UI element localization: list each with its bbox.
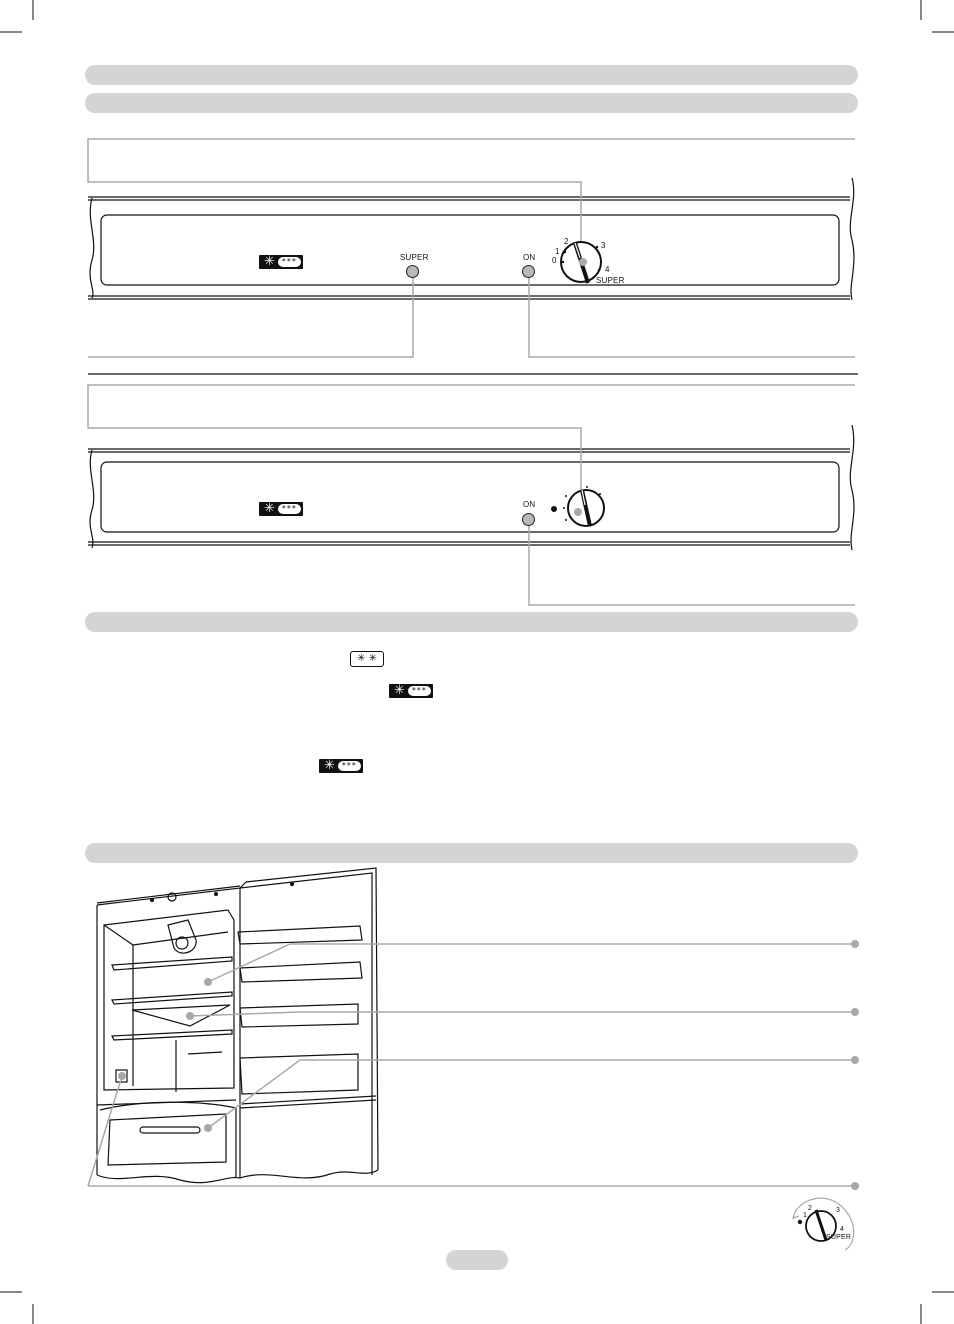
small-dial-mark-4: 4 [840, 1226, 845, 1233]
snowflake-icon: ✳ [324, 758, 335, 773]
two-star-symbol: ✳ ✳ [350, 651, 384, 667]
star-rating: *** [408, 686, 431, 696]
page-number-pill [446, 1250, 508, 1270]
small-dial-mark-2: 2 [808, 1205, 813, 1212]
dial-mark-1: 1 [555, 247, 560, 256]
star-rating: *** [278, 504, 301, 514]
small-dial-mark-super: SUPER [826, 1234, 852, 1241]
dial-mark-0: 0 [552, 256, 557, 265]
dial-mark-3: 3 [601, 241, 606, 250]
snowflake-icon: ✳ [264, 254, 275, 269]
small-dial-mark-1: 1 [803, 1212, 808, 1219]
snowflake-icon: ✳ [394, 683, 405, 698]
snowflake-icon: ✳ [264, 501, 275, 516]
on-indicator-label-top: ON [523, 253, 536, 262]
on-indicator-label-bottom: ON [523, 500, 536, 509]
super-label: SUPER [400, 253, 429, 262]
dial-mark-2: 2 [564, 237, 569, 246]
small-dial-mark-3: 3 [836, 1207, 841, 1214]
star-rating: *** [338, 761, 361, 771]
star-rating: *** [278, 257, 301, 267]
dial-mark-super: SUPER [596, 276, 625, 285]
dial-mark-4: 4 [605, 265, 610, 274]
